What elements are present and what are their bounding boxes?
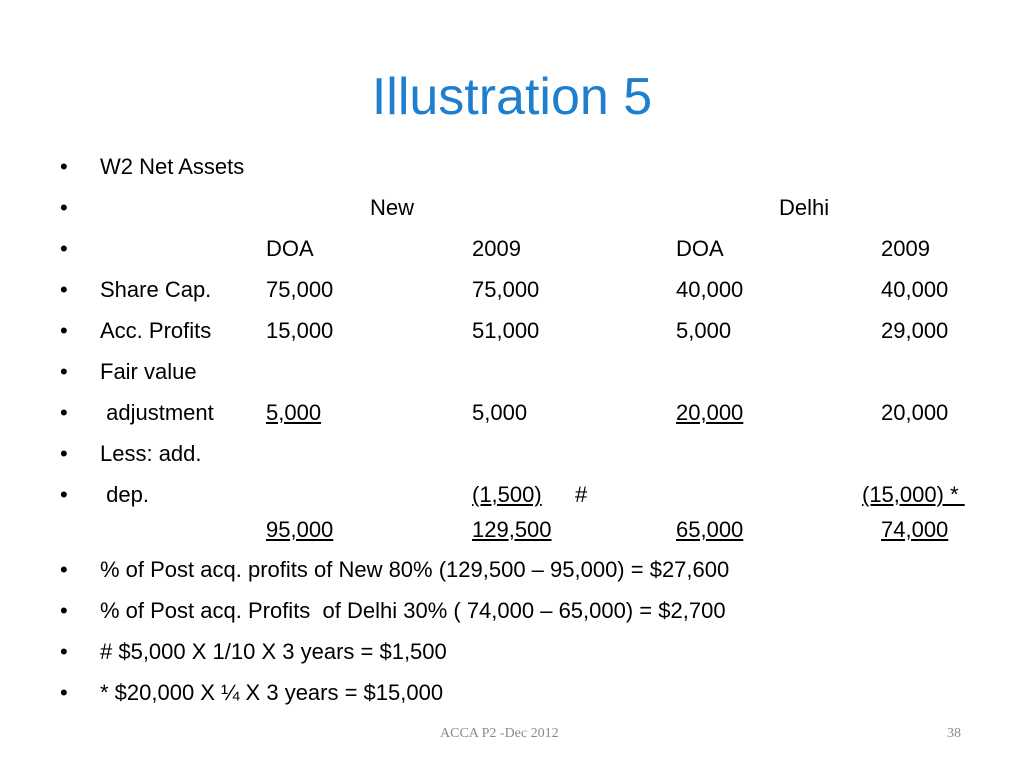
list-item <box>0 675 1024 711</box>
bullet-icon: • <box>60 154 68 179</box>
cell-value: 5,000 <box>472 400 528 425</box>
total-value: 74,000 <box>881 517 949 542</box>
calculation-text: % of Post acq. Profits of Delhi 30% ( 74,000 – 65,000) = $2,700 <box>100 598 726 623</box>
cell-value: 40,000 <box>881 277 949 302</box>
cell-value: 40,000 <box>676 277 744 302</box>
list-item <box>0 477 1024 513</box>
bullet-icon: • <box>60 441 68 466</box>
bullet-icon: • <box>60 195 68 220</box>
list-item <box>0 190 1024 226</box>
bullet-icon: • <box>60 680 68 705</box>
cell-value: 20,000 <box>676 400 744 425</box>
company-delhi-header: Delhi <box>779 195 830 220</box>
calculation-text: * $20,000 X ¼ X 3 years = $15,000 <box>100 680 444 705</box>
list-item <box>0 313 1024 349</box>
list-item <box>0 512 1024 548</box>
column-header: DOA <box>266 236 314 261</box>
total-value: 129,500 <box>472 517 552 542</box>
calculation-text: % of Post acq. profits of New 80% (129,500 – 95,000) = $27,600 <box>100 557 730 582</box>
cell-value: 51,000 <box>472 318 540 343</box>
calculation-text: # $5,000 X 1/10 X 3 years = $1,500 <box>100 639 447 664</box>
bullet-icon: • <box>60 359 68 384</box>
footer-course: ACCA P2 -Dec 2012 <box>440 726 559 741</box>
list-item <box>0 593 1024 629</box>
bullet-icon: • <box>60 400 68 425</box>
footnote-marker: # <box>575 482 588 507</box>
bullet-icon: • <box>60 598 68 623</box>
bullet-icon: • <box>60 318 68 343</box>
total-value: 65,000 <box>676 517 744 542</box>
cell-value: 75,000 <box>266 277 334 302</box>
column-header: DOA <box>676 236 724 261</box>
row-label: adjustment <box>100 400 214 425</box>
slide-title: Illustration 5 <box>371 68 653 126</box>
list-item <box>0 395 1024 431</box>
list-item <box>0 552 1024 588</box>
cell-value: 75,000 <box>472 277 540 302</box>
column-header: 2009 <box>881 236 930 261</box>
cell-value: 5,000 <box>266 400 322 425</box>
cell-value: 29,000 <box>881 318 949 343</box>
bullet-icon: • <box>60 277 68 302</box>
list-item <box>0 149 1024 185</box>
total-value: 95,000 <box>266 517 334 542</box>
row-label: Fair value <box>100 359 197 384</box>
list-item <box>0 272 1024 308</box>
row-label: Acc. Profits <box>100 318 212 343</box>
list-item <box>0 634 1024 670</box>
row-label: Share Cap. <box>100 277 212 302</box>
list-item <box>0 354 1024 390</box>
cell-value: 5,000 <box>676 318 732 343</box>
company-new-header: New <box>370 195 415 220</box>
list-item <box>0 436 1024 472</box>
cell-value: 20,000 <box>881 400 949 425</box>
column-header: 2009 <box>472 236 521 261</box>
cell-value: (15,000) * <box>862 482 965 507</box>
bullet-icon: • <box>60 639 68 664</box>
bullet-icon: • <box>60 482 68 507</box>
row-label: Less: add. <box>100 441 202 466</box>
row-label: W2 Net Assets <box>100 154 245 179</box>
cell-value: (1,500) <box>472 482 542 507</box>
cell-value: 15,000 <box>266 318 334 343</box>
page-number: 38 <box>947 726 961 741</box>
bullet-icon: • <box>60 236 68 261</box>
list-item <box>0 231 1024 267</box>
row-label: dep. <box>100 482 149 507</box>
bullet-icon: • <box>60 557 68 582</box>
